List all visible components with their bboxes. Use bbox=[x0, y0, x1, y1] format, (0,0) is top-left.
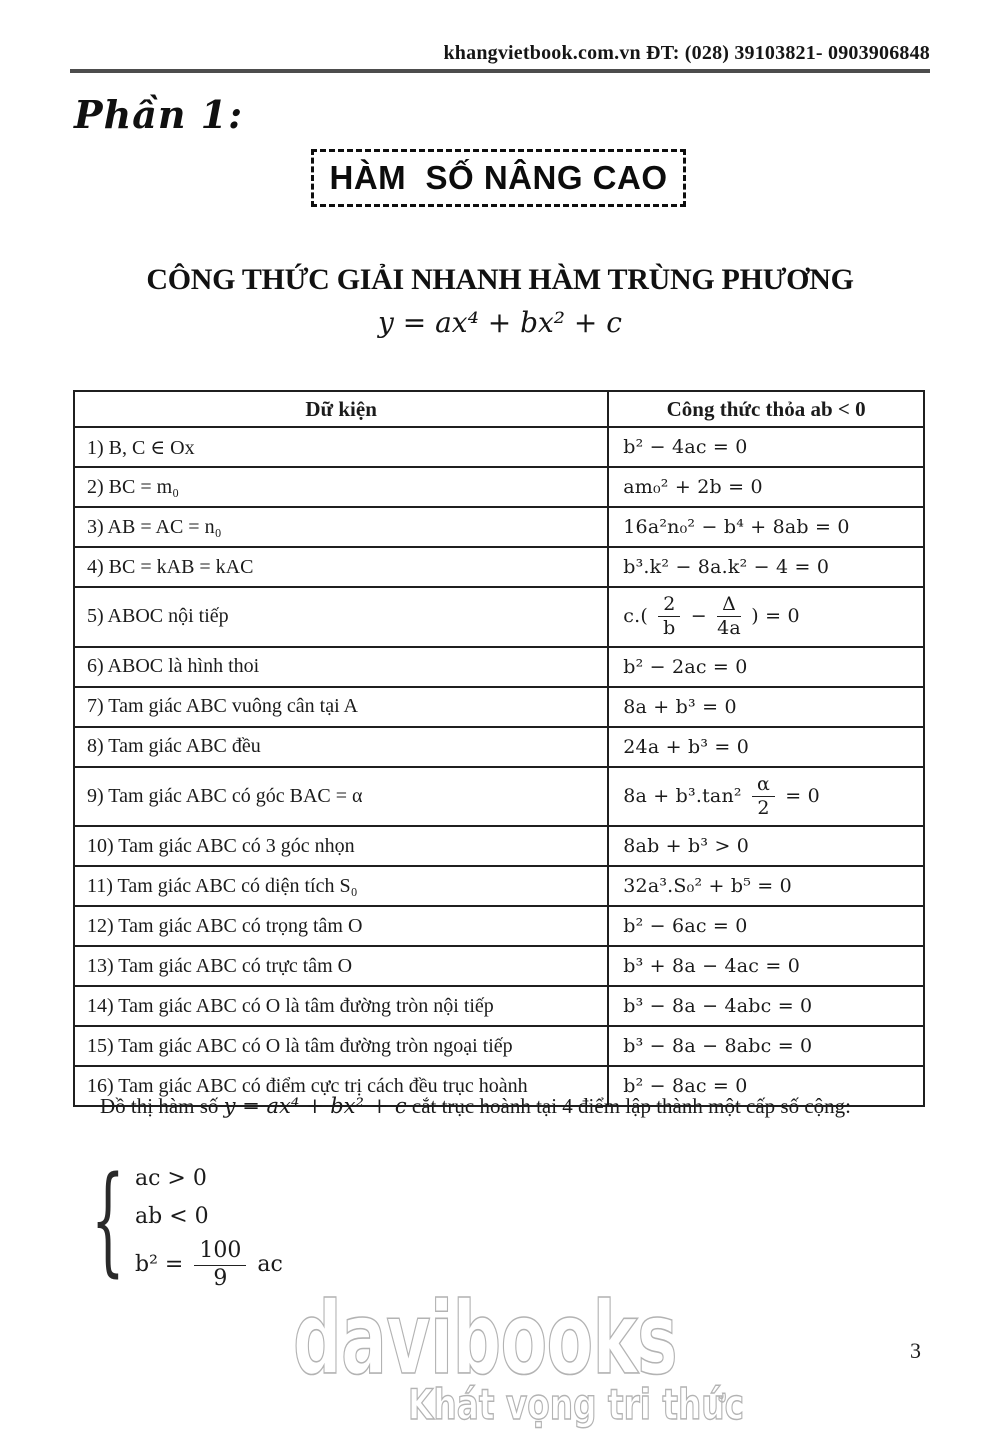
section-title: CÔNG THỨC GIẢI NHANH HÀM TRÙNG PHƯƠNG bbox=[146, 263, 854, 296]
table-row bbox=[74, 866, 924, 906]
formula-cell: 32a³.S₀² + b⁵ = 0 bbox=[608, 866, 924, 906]
page-number: 3 bbox=[910, 1338, 921, 1363]
formula-cell: b³ − 8a − 4abc = 0 bbox=[608, 986, 924, 1026]
condition-cell: 6) ABOC là hình thoi bbox=[74, 647, 608, 687]
table-row bbox=[74, 687, 924, 727]
watermark-subtitle: Khát vọng tri thức bbox=[408, 1380, 745, 1429]
condition-cell: 3) AB = AC = n₀ bbox=[74, 507, 608, 547]
col-header-formula: Công thức thỏa ab < 0 bbox=[608, 391, 924, 427]
table-row bbox=[74, 467, 924, 507]
formula-cell: b² − 8ac = 0 bbox=[608, 1066, 924, 1106]
system-lines bbox=[135, 1148, 283, 1291]
system-block bbox=[91, 1148, 283, 1291]
header-contact-text: khangvietbook.com.vn ĐT: (028) 39103821- 0903906848 bbox=[443, 42, 930, 64]
banner-title: HÀM SỐ NÂNG CAO bbox=[329, 159, 668, 196]
system-line-3: b² = $\frac{100}{9}$ ac bbox=[135, 1238, 283, 1291]
table-row bbox=[74, 587, 924, 647]
table-row bbox=[74, 946, 924, 986]
table-row bbox=[74, 826, 924, 866]
system-line-1: ac > 0 bbox=[135, 1166, 207, 1191]
table-row bbox=[74, 986, 924, 1026]
formula-table bbox=[73, 390, 925, 1107]
condition-cell: 12) Tam giác ABC có trọng tâm O bbox=[74, 906, 608, 946]
condition-cell: 9) Tam giác ABC có góc BAC = α bbox=[74, 767, 608, 827]
condition-cell: 5) ABOC nội tiếp bbox=[74, 587, 608, 647]
formula-cell: 24a + b³ = 0 bbox=[608, 727, 924, 767]
formula-cell: 8a + b³.tan² $\frac{\alpha}{2}$ = 0 bbox=[608, 767, 924, 827]
system-line-2: ab < 0 bbox=[135, 1204, 209, 1229]
formula-cell: b³.k² − 8a.k² − 4 = 0 bbox=[608, 547, 924, 587]
table-row bbox=[74, 727, 924, 767]
note-paragraph bbox=[100, 1094, 940, 1119]
formula-cell: b² − 6ac = 0 bbox=[608, 906, 924, 946]
table-header-row bbox=[74, 391, 924, 427]
note-post: cắt trục hoành tại 4 điểm lập thành một cấp số cộng: bbox=[406, 1094, 851, 1118]
condition-cell: 16) Tam giác ABC có điểm cực trị cách đều trục hoành bbox=[74, 1066, 608, 1106]
table-row bbox=[74, 767, 924, 827]
condition-cell: 15) Tam giác ABC có O là tâm đường tròn ngoại tiếp bbox=[74, 1026, 608, 1066]
table-row bbox=[74, 1026, 924, 1066]
main-formula: y = ax⁴ + bx² + c bbox=[378, 306, 622, 339]
condition-cell: 7) Tam giác ABC vuông cân tại A bbox=[74, 687, 608, 727]
condition-cell: 8) Tam giác ABC đều bbox=[74, 727, 608, 767]
header-rule bbox=[70, 69, 930, 73]
formula-cell: b³ + 8a − 4ac = 0 bbox=[608, 946, 924, 986]
part-label: Phần 1: bbox=[74, 92, 244, 137]
formula-cell: c.( $\frac{2}{b}$ − $\frac{\Delta}{4a}$ ) = 0 bbox=[608, 587, 924, 647]
condition-cell: 2) BC = m₀ bbox=[74, 467, 608, 507]
table-row bbox=[74, 427, 924, 467]
condition-cell: 13) Tam giác ABC có trực tâm O bbox=[74, 946, 608, 986]
formula-cell: b² − 4ac = 0 bbox=[608, 427, 924, 467]
table-row bbox=[74, 547, 924, 587]
formula-cell: 16a²n₀² − b⁴ + 8ab = 0 bbox=[608, 507, 924, 547]
table-row bbox=[74, 906, 924, 946]
banner-box bbox=[311, 149, 686, 207]
table-row bbox=[74, 507, 924, 547]
condition-cell: 1) B, C ∈ Ox bbox=[74, 427, 608, 467]
note-math: y = ax⁴ + bx² + c bbox=[223, 1094, 407, 1118]
formula-cell: b² − 2ac = 0 bbox=[608, 647, 924, 687]
note-pre: Đồ thị hàm số bbox=[100, 1094, 224, 1118]
condition-cell: 4) BC = kAB = kAC bbox=[74, 547, 608, 587]
system-brace: { bbox=[91, 1150, 125, 1288]
formula-cell: am₀² + 2b = 0 bbox=[608, 467, 924, 507]
formula-cell: 8ab + b³ > 0 bbox=[608, 826, 924, 866]
condition-cell: 14) Tam giác ABC có O là tâm đường tròn nội tiếp bbox=[74, 986, 608, 1026]
col-header-data: Dữ kiện bbox=[74, 391, 608, 427]
formula-cell: 8a + b³ = 0 bbox=[608, 687, 924, 727]
condition-cell: 11) Tam giác ABC có diện tích S₀ bbox=[74, 866, 608, 906]
condition-cell: 10) Tam giác ABC có 3 góc nhọn bbox=[74, 826, 608, 866]
table-row bbox=[74, 647, 924, 687]
formula-cell: b³ − 8a − 8abc = 0 bbox=[608, 1026, 924, 1066]
watermark-title: davibooks bbox=[293, 1280, 677, 1397]
